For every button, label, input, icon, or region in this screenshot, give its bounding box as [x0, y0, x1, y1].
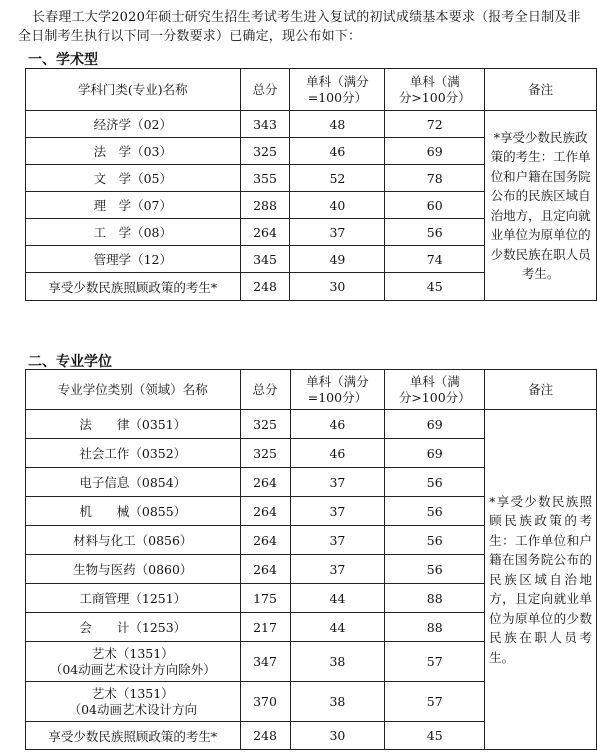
- section-title-academic: 一、学术型: [28, 52, 98, 68]
- row-single-100: 38: [290, 642, 385, 682]
- row-single-gt100: 60: [385, 192, 485, 219]
- row-single-100: 46: [290, 439, 385, 468]
- academic-note: *享受少数民族政策的考生：工作单位和户籍在国务院公布的民族区域自治地方，且定向就业单位为原单位的少数民族在职人员考生。: [485, 111, 597, 301]
- header-total: 总分: [240, 370, 290, 410]
- row-name: 工 学（08）: [26, 219, 241, 246]
- row-total: 288: [240, 192, 290, 219]
- header-total: 总分: [240, 69, 290, 111]
- row-total: 347: [240, 642, 290, 682]
- row-total: 248: [240, 722, 290, 750]
- header-single-gt100: 单科（满 分>100分）: [385, 69, 485, 111]
- row-single-100: 30: [290, 273, 385, 301]
- row-name: 材料与化工（0856）: [26, 526, 241, 555]
- header-note: 备注: [485, 69, 597, 111]
- section-title-professional: 二、专业学位: [28, 354, 112, 370]
- row-total: 175: [240, 584, 290, 613]
- row-total: 264: [240, 555, 290, 584]
- header-name: 专业学位类别（领域）名称: [26, 370, 241, 410]
- row-total: 325: [240, 138, 290, 165]
- row-single-gt100: 56: [385, 555, 485, 584]
- header-single-gt100: 单科（满 分>100分）: [385, 370, 485, 410]
- table-row: [26, 410, 597, 439]
- professional-score-table: [25, 369, 597, 750]
- row-total: 217: [240, 613, 290, 642]
- row-single-100: 49: [290, 246, 385, 273]
- row-total: 343: [240, 111, 290, 138]
- academic-score-table: [25, 68, 597, 301]
- row-single-100: 40: [290, 192, 385, 219]
- row-single-gt100: 56: [385, 497, 485, 526]
- header-note: 备注: [485, 370, 597, 410]
- row-single-gt100: 69: [385, 439, 485, 468]
- row-single-gt100: 88: [385, 584, 485, 613]
- row-total: 264: [240, 497, 290, 526]
- header-single-100: 单科（满分 =100分）: [290, 370, 385, 410]
- row-name: 电子信息（0854）: [26, 468, 241, 497]
- row-single-gt100: 88: [385, 613, 485, 642]
- header-single-100: 单科（满分 =100分）: [290, 69, 385, 111]
- row-total: 264: [240, 468, 290, 497]
- intro-paragraph: 长春理工大学2020年硕士研究生招生考试考生进入复试的初试成绩基本要求（报考全日制及非全日制考生执行以下同一分数要求）已确定，现公布如下：: [18, 10, 581, 44]
- row-single-gt100: 45: [385, 273, 485, 301]
- row-single-100: 48: [290, 111, 385, 138]
- row-single-100: 37: [290, 468, 385, 497]
- row-single-gt100: 69: [385, 410, 485, 439]
- row-single-100: 37: [290, 555, 385, 584]
- row-single-gt100: 56: [385, 526, 485, 555]
- row-name: 文 学（05）: [26, 165, 241, 192]
- row-single-gt100: 78: [385, 165, 485, 192]
- row-name: 理 学（07）: [26, 192, 241, 219]
- row-single-100: 46: [290, 138, 385, 165]
- row-name: 机 械（0855）: [26, 497, 241, 526]
- row-name: 工商管理（1251）: [26, 584, 241, 613]
- row-single-100: 30: [290, 722, 385, 750]
- row-single-gt100: 72: [385, 111, 485, 138]
- row-name: 法 学（03）: [26, 138, 241, 165]
- row-single-gt100: 57: [385, 642, 485, 682]
- row-single-100: 38: [290, 682, 385, 722]
- row-single-gt100: 45: [385, 722, 485, 750]
- row-total: 264: [240, 219, 290, 246]
- row-single-gt100: 57: [385, 682, 485, 722]
- row-name: 社会工作（0352）: [26, 439, 241, 468]
- row-single-100: 44: [290, 613, 385, 642]
- row-name: 享受少数民族照顾政策的考生*: [26, 273, 241, 301]
- row-total: 325: [240, 439, 290, 468]
- row-total: 264: [240, 526, 290, 555]
- row-name: 管理学（12）: [26, 246, 241, 273]
- table-row: [26, 111, 597, 138]
- row-total: 345: [240, 246, 290, 273]
- row-name: 生物与医药（0860）: [26, 555, 241, 584]
- row-single-gt100: 74: [385, 246, 485, 273]
- header-name: 学科门类(专业)名称: [26, 69, 241, 111]
- table-header-row: [26, 370, 597, 410]
- row-name: 艺术（1351） （04动画艺术设计方向除外）: [26, 642, 241, 682]
- row-total: 370: [240, 682, 290, 722]
- row-single-100: 44: [290, 584, 385, 613]
- row-single-gt100: 56: [385, 219, 485, 246]
- row-name: 享受少数民族照顾政策的考生*: [26, 722, 241, 750]
- row-name: 经济学（02）: [26, 111, 241, 138]
- row-single-100: 52: [290, 165, 385, 192]
- row-single-100: 37: [290, 219, 385, 246]
- row-total: 355: [240, 165, 290, 192]
- professional-note: *享受少数民族照顾民族政策的考生：工作单位和户籍在国务院公布的民族区域自治地方，且定向就业单位为原单位的少数民族在职人员考生。: [485, 410, 597, 750]
- table-header-row: [26, 69, 597, 111]
- row-name: 艺术（1351） （04动画艺术设计方向: [26, 682, 241, 722]
- row-single-100: 37: [290, 526, 385, 555]
- row-name: 会 计（1253）: [26, 613, 241, 642]
- row-single-gt100: 56: [385, 468, 485, 497]
- row-name: 法 律（0351）: [26, 410, 241, 439]
- row-total: 248: [240, 273, 290, 301]
- row-total: 325: [240, 410, 290, 439]
- row-single-100: 37: [290, 497, 385, 526]
- row-single-100: 46: [290, 410, 385, 439]
- row-single-gt100: 69: [385, 138, 485, 165]
